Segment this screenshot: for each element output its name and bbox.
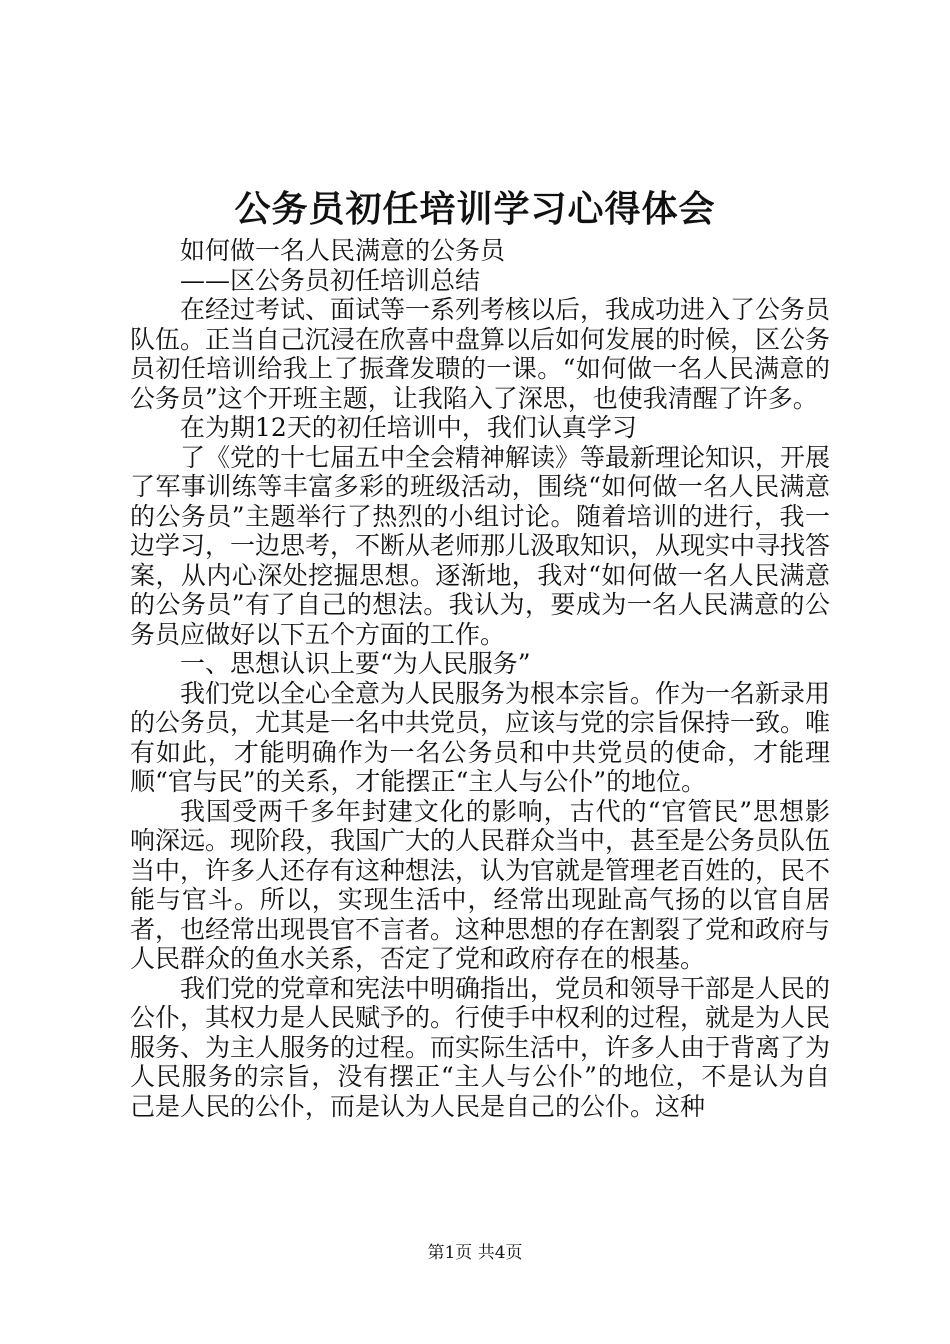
- paragraph: 我们党以全心全意为人民服务为根本宗旨。作为一名新录用的公务员，尤其是一名中共党员，应该与党的宗旨保持一致。唯有如此，才能明确作为一名公务员和中共党员的使命，才能理顺“官与民”的关系，才能摆正“主人与公仆”的地位。: [130, 678, 831, 796]
- paragraph: 在经过考试、面试等一系列考核以后，我成功进入了公务员队伍。正当自己沉浸在欣喜中盘算以后如何发展的时候，区公务员初任培训给我上了振聋发聩的一课。“如何做一名人民满意的公务员”这个开班主题，让我陷入了深思，也使我清醒了许多。: [130, 295, 831, 413]
- paragraph: 在为期12天的初任培训中，我们认真学习: [180, 413, 637, 442]
- document-title: 公务员初任培训学习心得体会: [234, 188, 716, 230]
- section-heading: 一、思想认识上要“为人民服务”: [180, 649, 531, 678]
- subtitle: 如何做一名人民满意的公务员: [180, 236, 506, 265]
- paragraph: 我们党的党章和宪法中明确指出，党员和领导干部是人民的公仆，其权力是人民赋予的。行使手中权利的过程，就是为人民服务、为主人服务的过程。而实际生活中，许多人由于背离了为人民服务的宗旨，没有摆正“主人与公仆”的地位，不是认为自己是人民的公仆，而是认为人民是自己的公仆。这种: [130, 973, 831, 1121]
- paragraph: 了《党的十七届五中全会精神解读》等最新理论知识，开展了军事训练等丰富多彩的班级活动，围绕“如何做一名人民满意的公务员”主题举行了热烈的小组讨论。随着培训的进行，我一边学习，一边思考，不断从老师那儿汲取知识，从现实中寻找答案，从内心深处挖掘思想。逐渐地，我对“如何做一名人民满意的公务员”有了自己的想法。我认为，要成为一名人民满意的公务员应做好以下五个方面的工作。: [130, 442, 831, 649]
- subtitle-summary: ——区公务员初任培训总结: [180, 265, 481, 295]
- paragraph: 我国受两千多年封建文化的影响，古代的“官管民”思想影响深远。现阶段，我国广大的人民群众当中，甚至是公务员队伍当中，许多人还存有这种想法，认为官就是管理老百姓的，民不能与官斗。所以，实现生活中，经常出现趾高气扬的以官自居者，也经常出现畏官不言者。这种思想的存在割裂了党和政府与人民群众的鱼水关系，否定了党和政府存在的根基。: [130, 796, 831, 973]
- document-body: [130, 236, 830, 1121]
- page-footer: 第1页 共4页: [427, 1243, 523, 1263]
